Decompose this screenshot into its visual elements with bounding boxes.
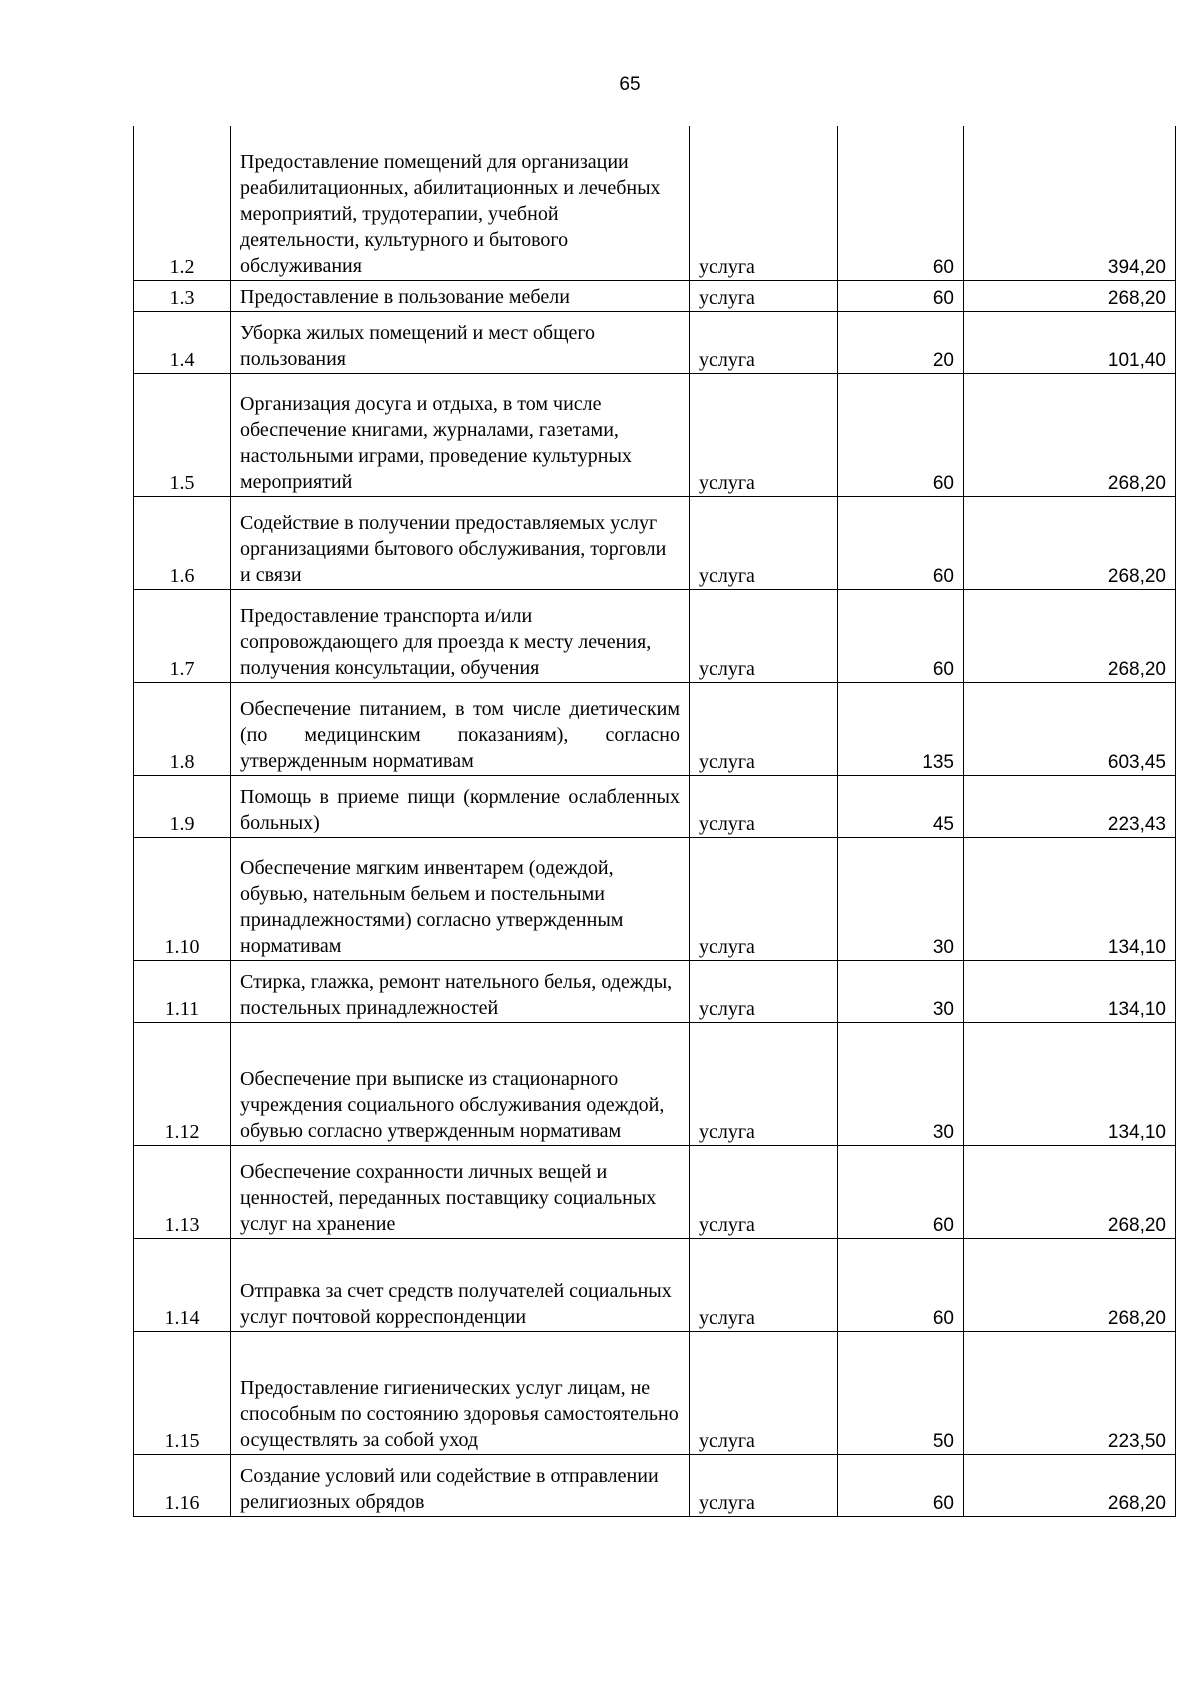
row-number: 1.3 [134, 280, 231, 311]
row-number: 1.5 [134, 373, 231, 496]
row-number: 1.14 [134, 1238, 231, 1331]
unit-cell: услуга [690, 280, 838, 311]
unit-cell: услуга [690, 589, 838, 682]
unit-cell: услуга [690, 496, 838, 589]
price-cell: 268,20 [964, 589, 1176, 682]
service-name: Предоставление в пользование мебели [231, 280, 690, 311]
row-number: 1.13 [134, 1145, 231, 1238]
price-cell: 268,20 [964, 496, 1176, 589]
table-row [134, 1454, 1176, 1516]
unit-cell: услуга [690, 1454, 838, 1516]
unit-cell: услуга [690, 1331, 838, 1454]
price-cell: 394,20 [964, 126, 1176, 280]
service-name: Предоставление гигиенических услуг лицам, не способным по состоянию здоровья самостоятельно осуществлять за собой уход [231, 1331, 690, 1454]
service-name: Содействие в получении предоставляемых услуг организациями бытового обслуживания, торговли и связи [231, 496, 690, 589]
price-cell: 101,40 [964, 311, 1176, 373]
quantity-cell: 60 [838, 496, 964, 589]
table-row [134, 311, 1176, 373]
unit-cell: услуга [690, 837, 838, 960]
quantity-cell: 60 [838, 1145, 964, 1238]
price-cell: 268,20 [964, 280, 1176, 311]
price-cell: 223,50 [964, 1331, 1176, 1454]
row-number: 1.8 [134, 682, 231, 775]
price-cell: 268,20 [964, 1145, 1176, 1238]
unit-cell: услуга [690, 311, 838, 373]
table-row [134, 1145, 1176, 1238]
service-name: Обеспечение при выписке из стационарного учреждения социального обслуживания одеждой, обувью согласно утвержденным нормативам [231, 1022, 690, 1145]
table-row [134, 1331, 1176, 1454]
table-row [134, 1238, 1176, 1331]
quantity-cell: 30 [838, 1022, 964, 1145]
quantity-cell: 20 [838, 311, 964, 373]
quantity-cell: 30 [838, 837, 964, 960]
quantity-cell: 60 [838, 126, 964, 280]
service-name: Предоставление помещений для организации реабилитационных, абилитационных и лечебных мероприятий, трудотерапии, учебной деятельности, культурного и бытового обслуживания [231, 126, 690, 280]
service-name: Стирка, глажка, ремонт нательного белья, одежды, постельных принадлежностей [231, 960, 690, 1022]
price-cell: 134,10 [964, 960, 1176, 1022]
quantity-cell: 30 [838, 960, 964, 1022]
unit-cell: услуга [690, 1022, 838, 1145]
row-number: 1.12 [134, 1022, 231, 1145]
price-cell: 268,20 [964, 373, 1176, 496]
table-row [134, 126, 1176, 280]
unit-cell: услуга [690, 775, 838, 837]
table-row [134, 837, 1176, 960]
services-table [133, 126, 1176, 1517]
unit-cell: услуга [690, 1145, 838, 1238]
row-number: 1.16 [134, 1454, 231, 1516]
table-row [134, 960, 1176, 1022]
unit-cell: услуга [690, 960, 838, 1022]
service-name: Обеспечение сохранности личных вещей и ценностей, переданных поставщику социальных услуг на хранение [231, 1145, 690, 1238]
quantity-cell: 50 [838, 1331, 964, 1454]
unit-cell: услуга [690, 373, 838, 496]
service-name: Создание условий или содействие в отправлении религиозных обрядов [231, 1454, 690, 1516]
service-name: Предоставление транспорта и/или сопровождающего для проезда к месту лечения, получения консультации, обучения [231, 589, 690, 682]
quantity-cell: 60 [838, 589, 964, 682]
price-cell: 603,45 [964, 682, 1176, 775]
quantity-cell: 60 [838, 280, 964, 311]
table-row [134, 373, 1176, 496]
row-number: 1.7 [134, 589, 231, 682]
quantity-cell: 60 [838, 1454, 964, 1516]
price-cell: 223,43 [964, 775, 1176, 837]
price-cell: 268,20 [964, 1454, 1176, 1516]
table-row [134, 775, 1176, 837]
service-name: Организация досуга и отдыха, в том числе обеспечение книгами, журналами, газетами, настольными играми, проведение культурных мероприятий [231, 373, 690, 496]
row-number: 1.11 [134, 960, 231, 1022]
quantity-cell: 60 [838, 373, 964, 496]
table-row [134, 682, 1176, 775]
quantity-cell: 45 [838, 775, 964, 837]
table-row [134, 280, 1176, 311]
row-number: 1.4 [134, 311, 231, 373]
service-name: Обеспечение питанием, в том числе диетическим (по медицинским показаниям), согласно утвержденным нормативам [231, 682, 690, 775]
row-number: 1.9 [134, 775, 231, 837]
quantity-cell: 135 [838, 682, 964, 775]
price-cell: 134,10 [964, 837, 1176, 960]
price-cell: 268,20 [964, 1238, 1176, 1331]
table-row [134, 1022, 1176, 1145]
table-row [134, 589, 1176, 682]
page-number: 65 [619, 74, 641, 95]
quantity-cell: 60 [838, 1238, 964, 1331]
service-name: Помощь в приеме пищи (кормление ослабленных больных) [231, 775, 690, 837]
unit-cell: услуга [690, 1238, 838, 1331]
row-number: 1.2 [134, 126, 231, 280]
table-row [134, 496, 1176, 589]
row-number: 1.6 [134, 496, 231, 589]
row-number: 1.10 [134, 837, 231, 960]
row-number: 1.15 [134, 1331, 231, 1454]
unit-cell: услуга [690, 682, 838, 775]
service-name: Уборка жилых помещений и мест общего пользования [231, 311, 690, 373]
unit-cell: услуга [690, 126, 838, 280]
price-cell: 134,10 [964, 1022, 1176, 1145]
service-name: Отправка за счет средств получателей социальных услуг почтовой корреспонденции [231, 1238, 690, 1331]
service-name: Обеспечение мягким инвентарем (одеждой, обувью, нательным бельем и постельными принадлежностями) согласно утвержденным нормативам [231, 837, 690, 960]
